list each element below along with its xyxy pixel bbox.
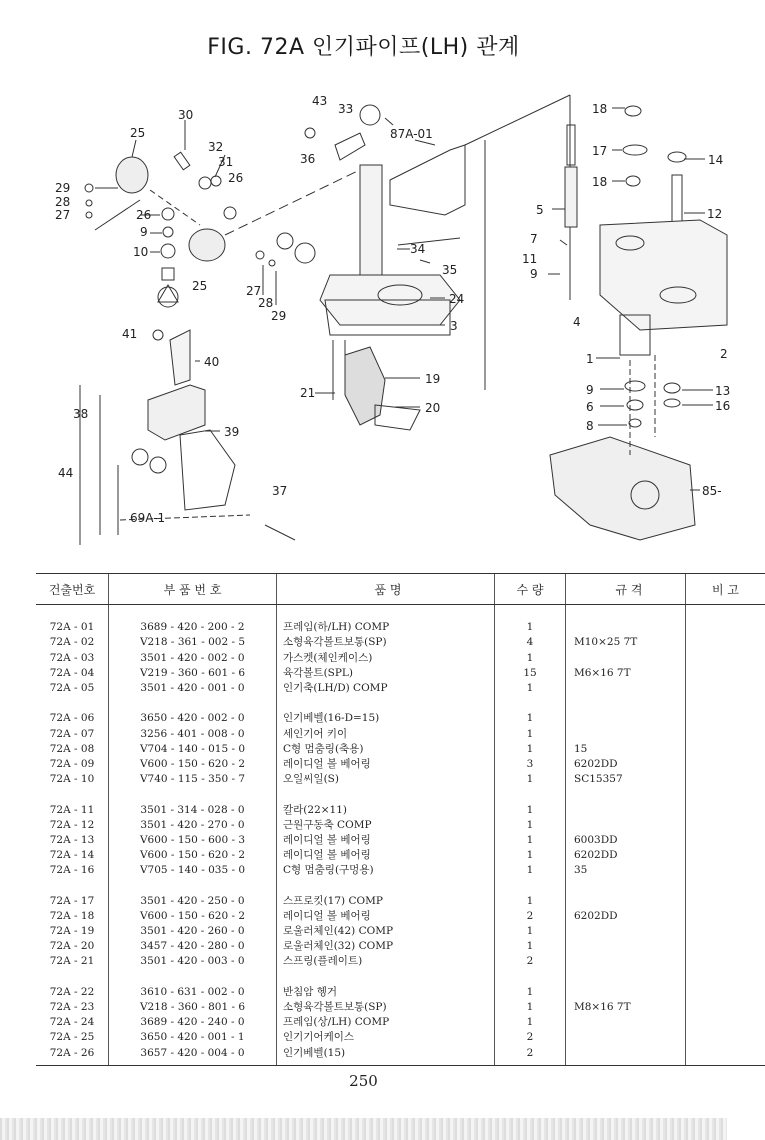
cell-remarks xyxy=(686,802,765,817)
cell-specification xyxy=(566,802,686,817)
table-row xyxy=(36,1015,765,1030)
cell-part-number: 3501 - 420 - 250 - 0 xyxy=(109,894,277,909)
table-row xyxy=(36,954,765,969)
washer-28 xyxy=(86,200,92,206)
bolt-36 xyxy=(305,128,315,138)
callout-85: 85- xyxy=(702,484,722,498)
cell-remarks xyxy=(686,939,765,954)
table-row xyxy=(36,651,765,666)
oil-seal-10 xyxy=(161,244,175,258)
cell-part-number: 3650 - 420 - 001 - 1 xyxy=(109,1030,277,1045)
cell-quantity: 1 xyxy=(495,985,566,1000)
cell-quantity: 1 xyxy=(495,818,566,833)
parts-list-table xyxy=(36,573,765,1066)
cell-quantity: 1 xyxy=(495,620,566,635)
cell-specification: 15 xyxy=(566,742,686,757)
cell-part-number: 3256 - 401 - 008 - 0 xyxy=(109,727,277,742)
cell-remarks xyxy=(686,1030,765,1045)
cell-part-name: 육각볼트(SPL) xyxy=(277,666,495,681)
cell-part-number: V219 - 360 - 601 - 6 xyxy=(109,666,277,681)
bearing-18a xyxy=(625,106,641,116)
cell-part-number: 3457 - 420 - 280 - 0 xyxy=(109,939,277,954)
cell-part-number: 3501 - 314 - 028 - 0 xyxy=(109,802,277,817)
cell-ref-no: 72A - 01 xyxy=(49,621,95,634)
clamp xyxy=(277,233,293,249)
cell-quantity: 3 xyxy=(495,757,566,772)
cell-part-name: 오일씨일(S) xyxy=(277,772,495,787)
cell-remarks xyxy=(686,1000,765,1015)
bracket-lower xyxy=(180,430,235,510)
cell-part-name: 프레임(하/LH) COMP xyxy=(277,620,495,635)
cell-ref-no: 72A - 25 xyxy=(49,1031,95,1044)
table-row xyxy=(36,924,765,939)
callout-34: 34 xyxy=(410,242,426,256)
callout-3: 3 xyxy=(450,319,458,333)
cell-part-name: 스프링(플레이트) xyxy=(277,954,495,969)
cell-quantity: 2 xyxy=(495,909,566,924)
cell-part-name: 인기기어케이스 xyxy=(277,1030,495,1045)
table-spacer-row xyxy=(36,605,765,621)
cell-part-name: 인기축(LH/D) COMP xyxy=(277,681,495,696)
cell-remarks xyxy=(686,954,765,969)
cell-part-number: 3501 - 420 - 001 - 0 xyxy=(109,681,277,696)
callout-28a: 28 xyxy=(55,195,71,209)
bevel-gear-b xyxy=(211,176,221,186)
header-ref-no: 건출번호 xyxy=(36,574,109,605)
cell-part-number: V704 - 140 - 015 - 0 xyxy=(109,742,277,757)
cell-specification xyxy=(566,954,686,969)
cell-ref-no: 72A - 18 xyxy=(49,909,95,922)
cell-part-number: V600 - 150 - 600 - 3 xyxy=(109,833,277,848)
cell-part-name: 레이디얼 볼 베어링 xyxy=(277,757,495,772)
callout-27a: 27 xyxy=(55,208,71,222)
cell-ref-no: 72A - 09 xyxy=(49,757,95,770)
cell-ref-no: 72A - 14 xyxy=(49,849,95,862)
cell-quantity: 1 xyxy=(495,681,566,696)
callout-10: 10 xyxy=(133,245,149,259)
cell-specification xyxy=(566,651,686,666)
cell-quantity: 1 xyxy=(495,1000,566,1015)
cell-ref-no: 72A - 03 xyxy=(49,651,95,664)
cell-ref-no: 72A - 26 xyxy=(49,1046,95,1059)
cell-part-number: V218 - 361 - 002 - 5 xyxy=(109,635,277,650)
frame-lower-1 xyxy=(600,220,727,330)
cell-ref-no: 72A - 10 xyxy=(49,773,95,786)
table-row xyxy=(36,635,765,650)
table-row xyxy=(36,711,765,726)
cell-part-name: 스프로킷(17) COMP xyxy=(277,894,495,909)
callout-26a: 26 xyxy=(228,171,244,185)
spring-plate-20 xyxy=(375,405,420,430)
cell-specification: SC15357 xyxy=(566,772,686,787)
cell-ref-no: 72A - 22 xyxy=(49,985,95,998)
snap-ring-8 xyxy=(629,419,641,427)
cell-specification xyxy=(566,1045,686,1060)
cell-remarks xyxy=(686,818,765,833)
table-row xyxy=(36,833,765,848)
cell-part-name: 레이디얼 볼 베어링 xyxy=(277,833,495,848)
cell-specification xyxy=(566,894,686,909)
scan-edge xyxy=(0,1118,727,1140)
bevel-gear-a xyxy=(199,177,211,189)
cell-part-name: 로울러체인(32) COMP xyxy=(277,939,495,954)
parts-table-body xyxy=(36,605,765,1066)
cell-part-number: 3689 - 420 - 240 - 0 xyxy=(109,1015,277,1030)
shaft-5-top xyxy=(567,125,575,165)
cell-ref-no: 72A - 05 xyxy=(49,682,95,695)
callout-40: 40 xyxy=(204,355,220,369)
cell-part-name: 레이디얼 볼 베어링 xyxy=(277,909,495,924)
callout-69a: 69A-1 xyxy=(130,511,166,525)
cell-quantity: 1 xyxy=(495,742,566,757)
cell-ref-no: 72A - 07 xyxy=(49,727,95,740)
cell-quantity: 15 xyxy=(495,666,566,681)
cell-part-name: 반침암 헹거 xyxy=(277,985,495,1000)
cell-part-number: 3501 - 420 - 002 - 0 xyxy=(109,651,277,666)
cell-specification xyxy=(566,711,686,726)
cell-remarks xyxy=(686,620,765,635)
cell-part-name: 인기베벨(16-D=15) xyxy=(277,711,495,726)
cell-specification: 6202DD xyxy=(566,909,686,924)
cell-part-name: 소형육각볼트보통(SP) xyxy=(277,1000,495,1015)
cell-remarks xyxy=(686,727,765,742)
page-number: 250 xyxy=(349,1072,378,1090)
table-row xyxy=(36,681,765,696)
cell-ref-no: 72A - 06 xyxy=(49,712,95,725)
cell-specification xyxy=(566,985,686,1000)
cell-specification xyxy=(566,1030,686,1045)
callout-21: 21 xyxy=(300,386,316,400)
callout-39: 39 xyxy=(224,425,240,439)
table-row xyxy=(36,727,765,742)
cell-specification: 6003DD xyxy=(566,833,686,848)
gear-case-85 xyxy=(550,437,695,540)
callout-24: 24 xyxy=(449,292,465,306)
table-row xyxy=(36,894,765,909)
table-row xyxy=(36,1030,765,1045)
cell-ref-no: 72A - 24 xyxy=(49,1016,95,1029)
cell-specification xyxy=(566,939,686,954)
bracket-40 xyxy=(170,330,190,385)
bolt-30 xyxy=(174,152,190,170)
callout-8: 8 xyxy=(586,419,594,433)
cell-ref-no: 72A - 21 xyxy=(49,955,95,968)
callout-17: 17 xyxy=(592,144,608,158)
callout-32: 32 xyxy=(208,140,224,154)
table-spacer-row xyxy=(36,878,765,893)
cell-specification xyxy=(566,620,686,635)
cell-specification xyxy=(566,681,686,696)
cell-remarks xyxy=(686,742,765,757)
cell-part-name: C형 멈춤링(구멍용) xyxy=(277,863,495,878)
callout-4: 4 xyxy=(573,315,581,329)
callout-27b: 27 xyxy=(246,284,262,298)
bearing-18b xyxy=(626,176,640,186)
table-row xyxy=(36,863,765,878)
cell-part-name: 세인기어 키이 xyxy=(277,727,495,742)
table-row xyxy=(36,909,765,924)
header-quantity: 수 량 xyxy=(495,574,566,605)
cell-quantity: 2 xyxy=(495,1045,566,1060)
cell-remarks xyxy=(686,772,765,787)
table-row xyxy=(36,666,765,681)
cell-quantity: 1 xyxy=(495,651,566,666)
callout-35: 35 xyxy=(442,263,458,277)
cell-part-number: 3689 - 420 - 200 - 2 xyxy=(109,620,277,635)
table-spacer-row xyxy=(36,970,765,985)
exploded-parts-diagram xyxy=(0,85,731,570)
cell-part-number: V218 - 360 - 801 - 6 xyxy=(109,1000,277,1015)
cell-remarks xyxy=(686,1045,765,1060)
cell-quantity: 1 xyxy=(495,772,566,787)
table-row xyxy=(36,939,765,954)
cell-ref-no: 72A - 19 xyxy=(49,925,95,938)
callout-31: 31 xyxy=(218,155,234,169)
marker-left xyxy=(158,285,178,302)
cell-quantity: 2 xyxy=(495,954,566,969)
callout-44: 44 xyxy=(58,466,74,480)
cell-remarks xyxy=(686,863,765,878)
cell-part-number: V705 - 140 - 035 - 0 xyxy=(109,863,277,878)
table-row xyxy=(36,1045,765,1060)
cell-part-number: 3501 - 420 - 270 - 0 xyxy=(109,818,277,833)
table-row xyxy=(36,757,765,772)
cell-remarks xyxy=(686,894,765,909)
sprocket-17 xyxy=(623,145,647,155)
cell-ref-no: 72A - 13 xyxy=(49,833,95,846)
cell-remarks xyxy=(686,833,765,848)
cell-remarks xyxy=(686,681,765,696)
cell-part-name: C형 멈춤링(축용) xyxy=(277,742,495,757)
cell-remarks xyxy=(686,666,765,681)
cell-quantity: 1 xyxy=(495,924,566,939)
cell-ref-no: 72A - 12 xyxy=(49,818,95,831)
bolt-41 xyxy=(153,330,163,340)
callout-33: 33 xyxy=(338,102,354,116)
table-row xyxy=(36,772,765,787)
table-row xyxy=(36,848,765,863)
callout-43: 43 xyxy=(312,94,328,108)
bearing-13 xyxy=(664,383,680,393)
pipe-shaft xyxy=(360,165,382,275)
cell-ref-no: 72A - 04 xyxy=(49,666,95,679)
cell-quantity: 1 xyxy=(495,1015,566,1030)
cell-quantity: 1 xyxy=(495,727,566,742)
cell-remarks xyxy=(686,848,765,863)
header-specification: 규 격 xyxy=(566,574,686,605)
cell-specification xyxy=(566,818,686,833)
callout-7: 7 xyxy=(530,232,538,246)
chain-guide xyxy=(345,347,385,425)
marker-top xyxy=(360,105,380,125)
cell-part-number: V600 - 150 - 620 - 2 xyxy=(109,909,277,924)
callout-30: 30 xyxy=(178,108,194,122)
callout-19: 19 xyxy=(425,372,441,386)
cell-ref-no: 72A - 23 xyxy=(49,1000,95,1013)
cell-part-name: 칼라(22×11) xyxy=(277,802,495,817)
cell-quantity: 1 xyxy=(495,802,566,817)
cell-part-name: 근원구동축 COMP xyxy=(277,818,495,833)
washer-27 xyxy=(86,212,92,218)
header-part-name: 품 명 xyxy=(277,574,495,605)
callout-6: 6 xyxy=(586,400,594,414)
callout-26b: 26 xyxy=(136,208,152,222)
bearing-26 xyxy=(162,208,174,220)
cell-part-number: V600 - 150 - 620 - 2 xyxy=(109,757,277,772)
cell-part-name: 가스켓(체인케이스) xyxy=(277,651,495,666)
table-row xyxy=(36,1000,765,1015)
cell-quantity: 1 xyxy=(495,939,566,954)
cell-quantity: 1 xyxy=(495,833,566,848)
cell-remarks xyxy=(686,1015,765,1030)
callout-29b: 29 xyxy=(271,309,287,323)
cell-specification: 35 xyxy=(566,863,686,878)
washer-28b xyxy=(269,260,275,266)
marker-b xyxy=(295,243,315,263)
cell-quantity: 1 xyxy=(495,711,566,726)
bracket-87a xyxy=(390,145,465,215)
callout-18b: 18 xyxy=(592,175,608,189)
hanger-33 xyxy=(335,133,365,160)
cell-specification: 6202DD xyxy=(566,848,686,863)
cell-part-name: 인기베벨(15) xyxy=(277,1045,495,1060)
cell-specification xyxy=(566,1015,686,1030)
callout-1: 1 xyxy=(586,352,594,366)
callout-14: 14 xyxy=(708,153,724,167)
callout-20: 20 xyxy=(425,401,441,415)
cell-part-name: 프레임(상/LH) COMP xyxy=(277,1015,495,1030)
table-row xyxy=(36,802,765,817)
cell-part-name: 소형육각볼트보통(SP) xyxy=(277,635,495,650)
callout-18a: 18 xyxy=(592,102,608,116)
cell-quantity: 1 xyxy=(495,894,566,909)
bevel-gear-c xyxy=(224,207,236,219)
callout-9b: 9 xyxy=(530,267,538,281)
cell-specification: M10×25 7T xyxy=(566,635,686,650)
cell-ref-no: 72A - 02 xyxy=(49,636,95,649)
callout-28b: 28 xyxy=(258,296,274,310)
cell-part-name: 로울러체인(42) COMP xyxy=(277,924,495,939)
callout-36: 36 xyxy=(300,152,316,166)
cell-specification xyxy=(566,924,686,939)
callout-25a: 25 xyxy=(130,126,146,140)
table-spacer-row xyxy=(36,787,765,802)
callout-29a: 29 xyxy=(55,181,71,195)
bolt-35 xyxy=(398,238,460,245)
table-row xyxy=(36,985,765,1000)
callout-13: 13 xyxy=(715,384,731,398)
bevel-6 xyxy=(627,400,643,410)
washer-27b xyxy=(256,251,264,259)
cell-remarks xyxy=(686,651,765,666)
callout-41: 41 xyxy=(122,327,138,341)
cell-part-number: 3501 - 420 - 260 - 0 xyxy=(109,924,277,939)
cell-quantity: 1 xyxy=(495,848,566,863)
cell-specification: M8×16 7T xyxy=(566,1000,686,1015)
plate-39 xyxy=(148,385,205,440)
cell-quantity: 2 xyxy=(495,1030,566,1045)
cell-ref-no: 72A - 16 xyxy=(49,864,95,877)
callout-2: 2 xyxy=(720,347,728,361)
cell-remarks xyxy=(686,985,765,1000)
cell-remarks xyxy=(686,757,765,772)
cell-ref-no: 72A - 08 xyxy=(49,742,95,755)
washer-29 xyxy=(85,184,93,192)
cell-ref-no: 72A - 20 xyxy=(49,940,95,953)
header-part-number: 부 품 번 호 xyxy=(109,574,277,605)
callout-87a: 87A-01 xyxy=(390,127,433,141)
cell-specification: 6202DD xyxy=(566,757,686,772)
bearing-14 xyxy=(668,152,686,162)
table-row xyxy=(36,818,765,833)
cell-part-number: 3650 - 420 - 002 - 0 xyxy=(109,711,277,726)
cell-part-number: 3610 - 631 - 002 - 0 xyxy=(109,985,277,1000)
table-header-row xyxy=(36,574,765,605)
cell-part-number: V600 - 150 - 620 - 2 xyxy=(109,848,277,863)
table-row xyxy=(36,742,765,757)
cell-quantity: 1 xyxy=(495,863,566,878)
cell-part-number: V740 - 115 - 350 - 7 xyxy=(109,772,277,787)
bearing-9 xyxy=(163,227,173,237)
callout-25b: 25 xyxy=(192,279,208,293)
cell-remarks xyxy=(686,711,765,726)
callout-12: 12 xyxy=(707,207,723,221)
cell-specification: M6×16 7T xyxy=(566,666,686,681)
cell-specification xyxy=(566,727,686,742)
cell-remarks xyxy=(686,909,765,924)
shaft-5 xyxy=(565,167,577,227)
cell-part-number: 3657 - 420 - 004 - 0 xyxy=(109,1045,277,1060)
marker-c xyxy=(132,449,148,465)
cell-remarks xyxy=(686,924,765,939)
callout-37: 37 xyxy=(272,484,288,498)
table-row xyxy=(36,620,765,635)
callout-16: 16 xyxy=(715,399,731,413)
callout-9a: 9 xyxy=(140,225,148,239)
cell-part-number: 3501 - 420 - 003 - 0 xyxy=(109,954,277,969)
header-remarks: 비 고 xyxy=(686,574,765,605)
cell-part-name: 레이디얼 볼 베어링 xyxy=(277,848,495,863)
table-spacer-row xyxy=(36,696,765,711)
snap-ring-16 xyxy=(664,399,680,407)
callout-9c: 9 xyxy=(586,383,594,397)
bearing-9c xyxy=(625,381,645,391)
gear-case-upper xyxy=(116,157,148,193)
figure-title: FIG. 72A 인기파이프(LH) 관계 xyxy=(207,35,520,60)
marker-d xyxy=(150,457,166,473)
cell-quantity: 4 xyxy=(495,635,566,650)
callout-38: 38 xyxy=(73,407,89,421)
callout-5: 5 xyxy=(536,203,544,217)
nut-left xyxy=(162,268,174,280)
callout-11: 11 xyxy=(522,252,538,266)
table-bottom-rule xyxy=(36,1061,765,1066)
cell-ref-no: 72A - 17 xyxy=(49,894,95,907)
bolt-37 xyxy=(265,525,295,540)
gear-case-lower xyxy=(189,229,225,261)
cell-remarks xyxy=(686,635,765,650)
cell-ref-no: 72A - 11 xyxy=(49,803,95,816)
